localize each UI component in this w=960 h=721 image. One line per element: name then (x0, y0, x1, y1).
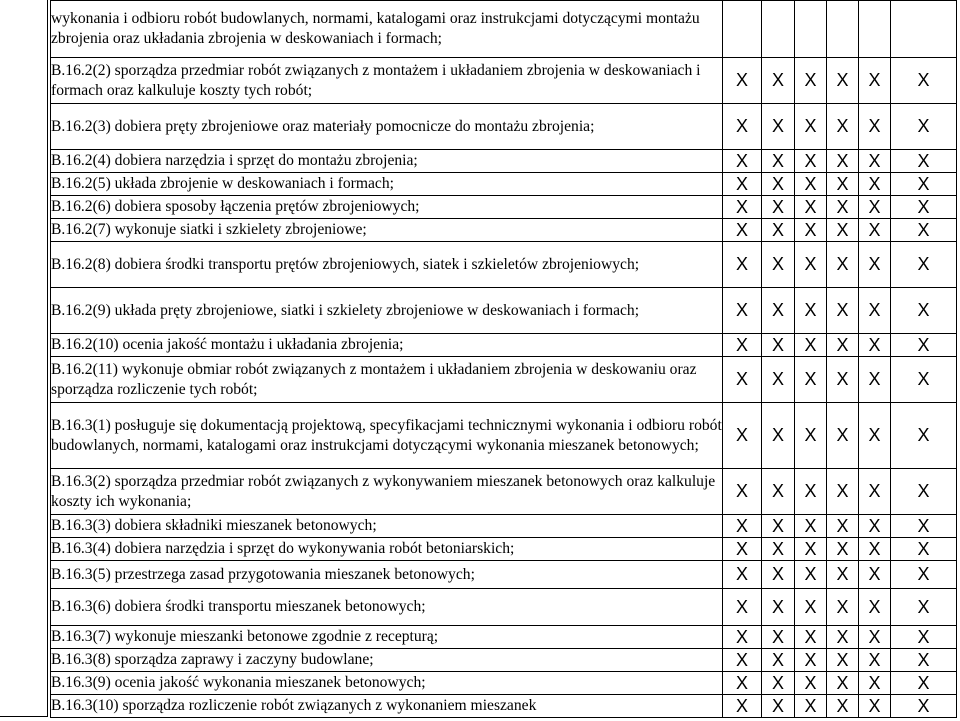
mark-cell: X (891, 538, 957, 561)
mark-cell: X (859, 561, 891, 589)
mark-cell: X (723, 672, 762, 695)
mark-cell: X (859, 173, 891, 196)
mark-cell: X (762, 104, 795, 150)
requirement-text: B.16.2(4) dobiera narzędzia i sprzęt do montażu zbrojenia; (51, 150, 723, 173)
mark-cell: X (795, 334, 827, 357)
table-row (51, 538, 957, 561)
mark-cell: X (723, 242, 762, 288)
mark-cell: X (723, 219, 762, 242)
mark-cell: X (795, 403, 827, 469)
mark-cell: X (723, 695, 762, 718)
mark-cell: X (827, 515, 859, 538)
requirement-text: B.16.2(9) układa pręty zbrojeniowe, siatki i szkielety zbrojeniowe w deskowaniach i formach; (51, 288, 723, 334)
mark-cell: X (827, 242, 859, 288)
mark-cell: X (827, 695, 859, 718)
mark-cell: X (762, 58, 795, 104)
mark-cell: X (827, 288, 859, 334)
mark-cell: X (723, 288, 762, 334)
mark-cell: X (795, 561, 827, 589)
mark-cell: X (827, 173, 859, 196)
mark-cell: X (723, 589, 762, 626)
table-row (51, 58, 957, 104)
mark-cell: X (891, 242, 957, 288)
table-row (51, 672, 957, 695)
requirement-text: B.16.2(3) dobiera pręty zbrojeniowe oraz materiały pomocnicze do montażu zbrojenia; (51, 104, 723, 150)
mark-cell: X (891, 173, 957, 196)
mark-cell: X (859, 672, 891, 695)
mark-cell: X (795, 196, 827, 219)
mark-cell: X (827, 150, 859, 173)
mark-cell: X (762, 538, 795, 561)
requirement-text: wykonania i odbioru robót budowlanych, normami, katalogami oraz instrukcjami dotyczącymi montażu zbrojenia oraz układania zbrojenia w deskowaniach i formach; (51, 1, 723, 58)
mark-cell: X (723, 561, 762, 589)
mark-cell: X (762, 196, 795, 219)
mark-cell: X (762, 403, 795, 469)
table-row (51, 288, 957, 334)
table-row (51, 561, 957, 589)
table-row (51, 219, 957, 242)
table-row (51, 1, 957, 58)
mark-cell: X (723, 173, 762, 196)
table-row (51, 357, 957, 403)
mark-cell: X (827, 469, 859, 515)
mark-cell: X (762, 357, 795, 403)
requirement-text: B.16.3(6) dobiera środki transportu mieszanek betonowych; (51, 589, 723, 626)
mark-cell: X (762, 626, 795, 649)
mark-cell: X (827, 104, 859, 150)
mark-cell: X (723, 150, 762, 173)
requirement-text: B.16.2(7) wykonuje siatki i szkielety zbrojeniowe; (51, 219, 723, 242)
mark-cell: X (827, 219, 859, 242)
mark-cell: X (723, 649, 762, 672)
requirement-text: B.16.3(3) dobiera składniki mieszanek betonowych; (51, 515, 723, 538)
mark-cell: X (827, 649, 859, 672)
mark-cell: X (795, 219, 827, 242)
mark-cell: X (795, 695, 827, 718)
mark-cell (891, 1, 957, 58)
table-row (51, 626, 957, 649)
mark-cell: X (795, 173, 827, 196)
requirement-text: B.16.3(2) sporządza przedmiar robót związanych z wykonywaniem mieszanek betonowych oraz kalkuluje koszty ich wykonania; (51, 469, 723, 515)
mark-cell: X (795, 672, 827, 695)
mark-cell: X (762, 150, 795, 173)
mark-cell: X (795, 357, 827, 403)
requirement-text: B.16.3(5) przestrzega zasad przygotowania mieszanek betonowych; (51, 561, 723, 589)
mark-cell: X (762, 469, 795, 515)
mark-cell: X (762, 561, 795, 589)
mark-cell: X (795, 538, 827, 561)
mark-cell: X (859, 403, 891, 469)
mark-cell: X (723, 469, 762, 515)
table-row (51, 469, 957, 515)
requirement-text: B.16.3(8) sporządza zaprawy i zaczyny budowlane; (51, 649, 723, 672)
mark-cell: X (827, 672, 859, 695)
mark-cell: X (762, 589, 795, 626)
mark-cell (859, 1, 891, 58)
mark-cell: X (891, 515, 957, 538)
mark-cell: X (827, 589, 859, 626)
mark-cell: X (891, 649, 957, 672)
requirement-text: B.16.3(9) ocenia jakość wykonania mieszanek betonowych; (51, 672, 723, 695)
mark-cell: X (795, 242, 827, 288)
requirement-text: B.16.3(10) sporządza rozliczenie robót związanych z wykonaniem mieszanek (51, 695, 723, 718)
mark-cell: X (827, 196, 859, 219)
mark-cell: X (827, 58, 859, 104)
mark-cell: X (859, 288, 891, 334)
mark-cell: X (859, 649, 891, 672)
mark-cell (762, 1, 795, 58)
mark-cell: X (859, 589, 891, 626)
table-row (51, 150, 957, 173)
mark-cell: X (891, 403, 957, 469)
requirement-text: B.16.2(8) dobiera środki transportu prętów zbrojeniowych, siatek i szkieletów zbrojeniowych; (51, 242, 723, 288)
mark-cell: X (795, 469, 827, 515)
table-row (51, 515, 957, 538)
table-row (51, 649, 957, 672)
table-row (51, 403, 957, 469)
mark-cell: X (891, 469, 957, 515)
mark-cell (723, 1, 762, 58)
table-row (51, 104, 957, 150)
mark-cell: X (891, 288, 957, 334)
mark-cell: X (762, 288, 795, 334)
table-row (51, 196, 957, 219)
table-row (51, 589, 957, 626)
requirement-text: B.16.3(7) wykonuje mieszanki betonowe zgodnie z recepturą; (51, 626, 723, 649)
mark-cell: X (795, 626, 827, 649)
mark-cell: X (723, 403, 762, 469)
mark-cell: X (859, 357, 891, 403)
mark-cell: X (859, 219, 891, 242)
mark-cell (795, 1, 827, 58)
requirement-text: B.16.2(10) ocenia jakość montażu i układania zbrojenia; (51, 334, 723, 357)
mark-cell: X (795, 649, 827, 672)
mark-cell: X (762, 173, 795, 196)
mark-cell: X (723, 626, 762, 649)
requirement-text: B.16.3(1) posługuje się dokumentacją projektową, specyfikacjami technicznymi wykonania i odbioru robót budowlanych, normami, katalogami oraz instrukcjami dotyczącymi wykonania mieszanek betonowych; (51, 403, 723, 469)
mark-cell: X (762, 515, 795, 538)
mark-cell: X (827, 403, 859, 469)
mark-cell: X (859, 626, 891, 649)
table-row (51, 334, 957, 357)
mark-cell: X (795, 58, 827, 104)
mark-cell: X (891, 196, 957, 219)
requirement-text: B.16.3(4) dobiera narzędzia i sprzęt do wykonywania robót betoniarskich; (51, 538, 723, 561)
table-row (51, 695, 957, 718)
mark-cell: X (891, 150, 957, 173)
mark-cell: X (827, 538, 859, 561)
mark-cell: X (891, 357, 957, 403)
mark-cell: X (891, 695, 957, 718)
mark-cell: X (795, 515, 827, 538)
table-body (51, 1, 957, 718)
requirement-text: B.16.2(2) sporządza przedmiar robót związanych z montażem i układaniem zbrojenia w deskowaniach i formach oraz kalkuluje koszty tych robót; (51, 58, 723, 104)
mark-cell: X (891, 58, 957, 104)
mark-cell: X (795, 150, 827, 173)
mark-cell: X (859, 538, 891, 561)
mark-cell: X (827, 334, 859, 357)
mark-cell: X (859, 58, 891, 104)
mark-cell: X (891, 334, 957, 357)
mark-cell: X (859, 150, 891, 173)
mark-cell: X (762, 334, 795, 357)
mark-cell: X (859, 334, 891, 357)
mark-cell: X (795, 288, 827, 334)
mark-cell: X (891, 219, 957, 242)
mark-cell: X (891, 104, 957, 150)
mark-cell: X (859, 515, 891, 538)
mark-cell: X (723, 196, 762, 219)
mark-cell: X (723, 357, 762, 403)
mark-cell: X (827, 561, 859, 589)
mark-cell: X (723, 58, 762, 104)
mark-cell: X (795, 589, 827, 626)
mark-cell: X (762, 649, 795, 672)
mark-cell: X (891, 672, 957, 695)
mark-cell: X (859, 196, 891, 219)
mark-cell: X (891, 589, 957, 626)
mark-cell: X (762, 672, 795, 695)
mark-cell: X (723, 334, 762, 357)
requirements-table (50, 0, 957, 718)
mark-cell: X (723, 515, 762, 538)
mark-cell: X (859, 695, 891, 718)
mark-cell: X (762, 695, 795, 718)
mark-cell: X (859, 242, 891, 288)
mark-cell: X (723, 104, 762, 150)
requirement-text: B.16.2(6) dobiera sposoby łączenia prętów zbrojeniowych; (51, 196, 723, 219)
mark-cell: X (762, 242, 795, 288)
requirement-text: B.16.2(5) układa zbrojenie w deskowaniach i formach; (51, 173, 723, 196)
mark-cell: X (891, 626, 957, 649)
mark-cell: X (795, 104, 827, 150)
mark-cell: X (859, 104, 891, 150)
mark-cell: X (723, 538, 762, 561)
mark-cell (827, 1, 859, 58)
table-row (51, 242, 957, 288)
table-row (51, 173, 957, 196)
mark-cell: X (859, 469, 891, 515)
requirement-text: B.16.2(11) wykonuje obmiar robót związanych z montażem i układaniem zbrojenia w deskowaniu oraz sporządza rozliczenie tych robót; (51, 357, 723, 403)
mark-cell: X (827, 626, 859, 649)
mark-cell: X (827, 357, 859, 403)
left-column-cell (0, 0, 48, 717)
mark-cell: X (762, 219, 795, 242)
mark-cell: X (891, 561, 957, 589)
